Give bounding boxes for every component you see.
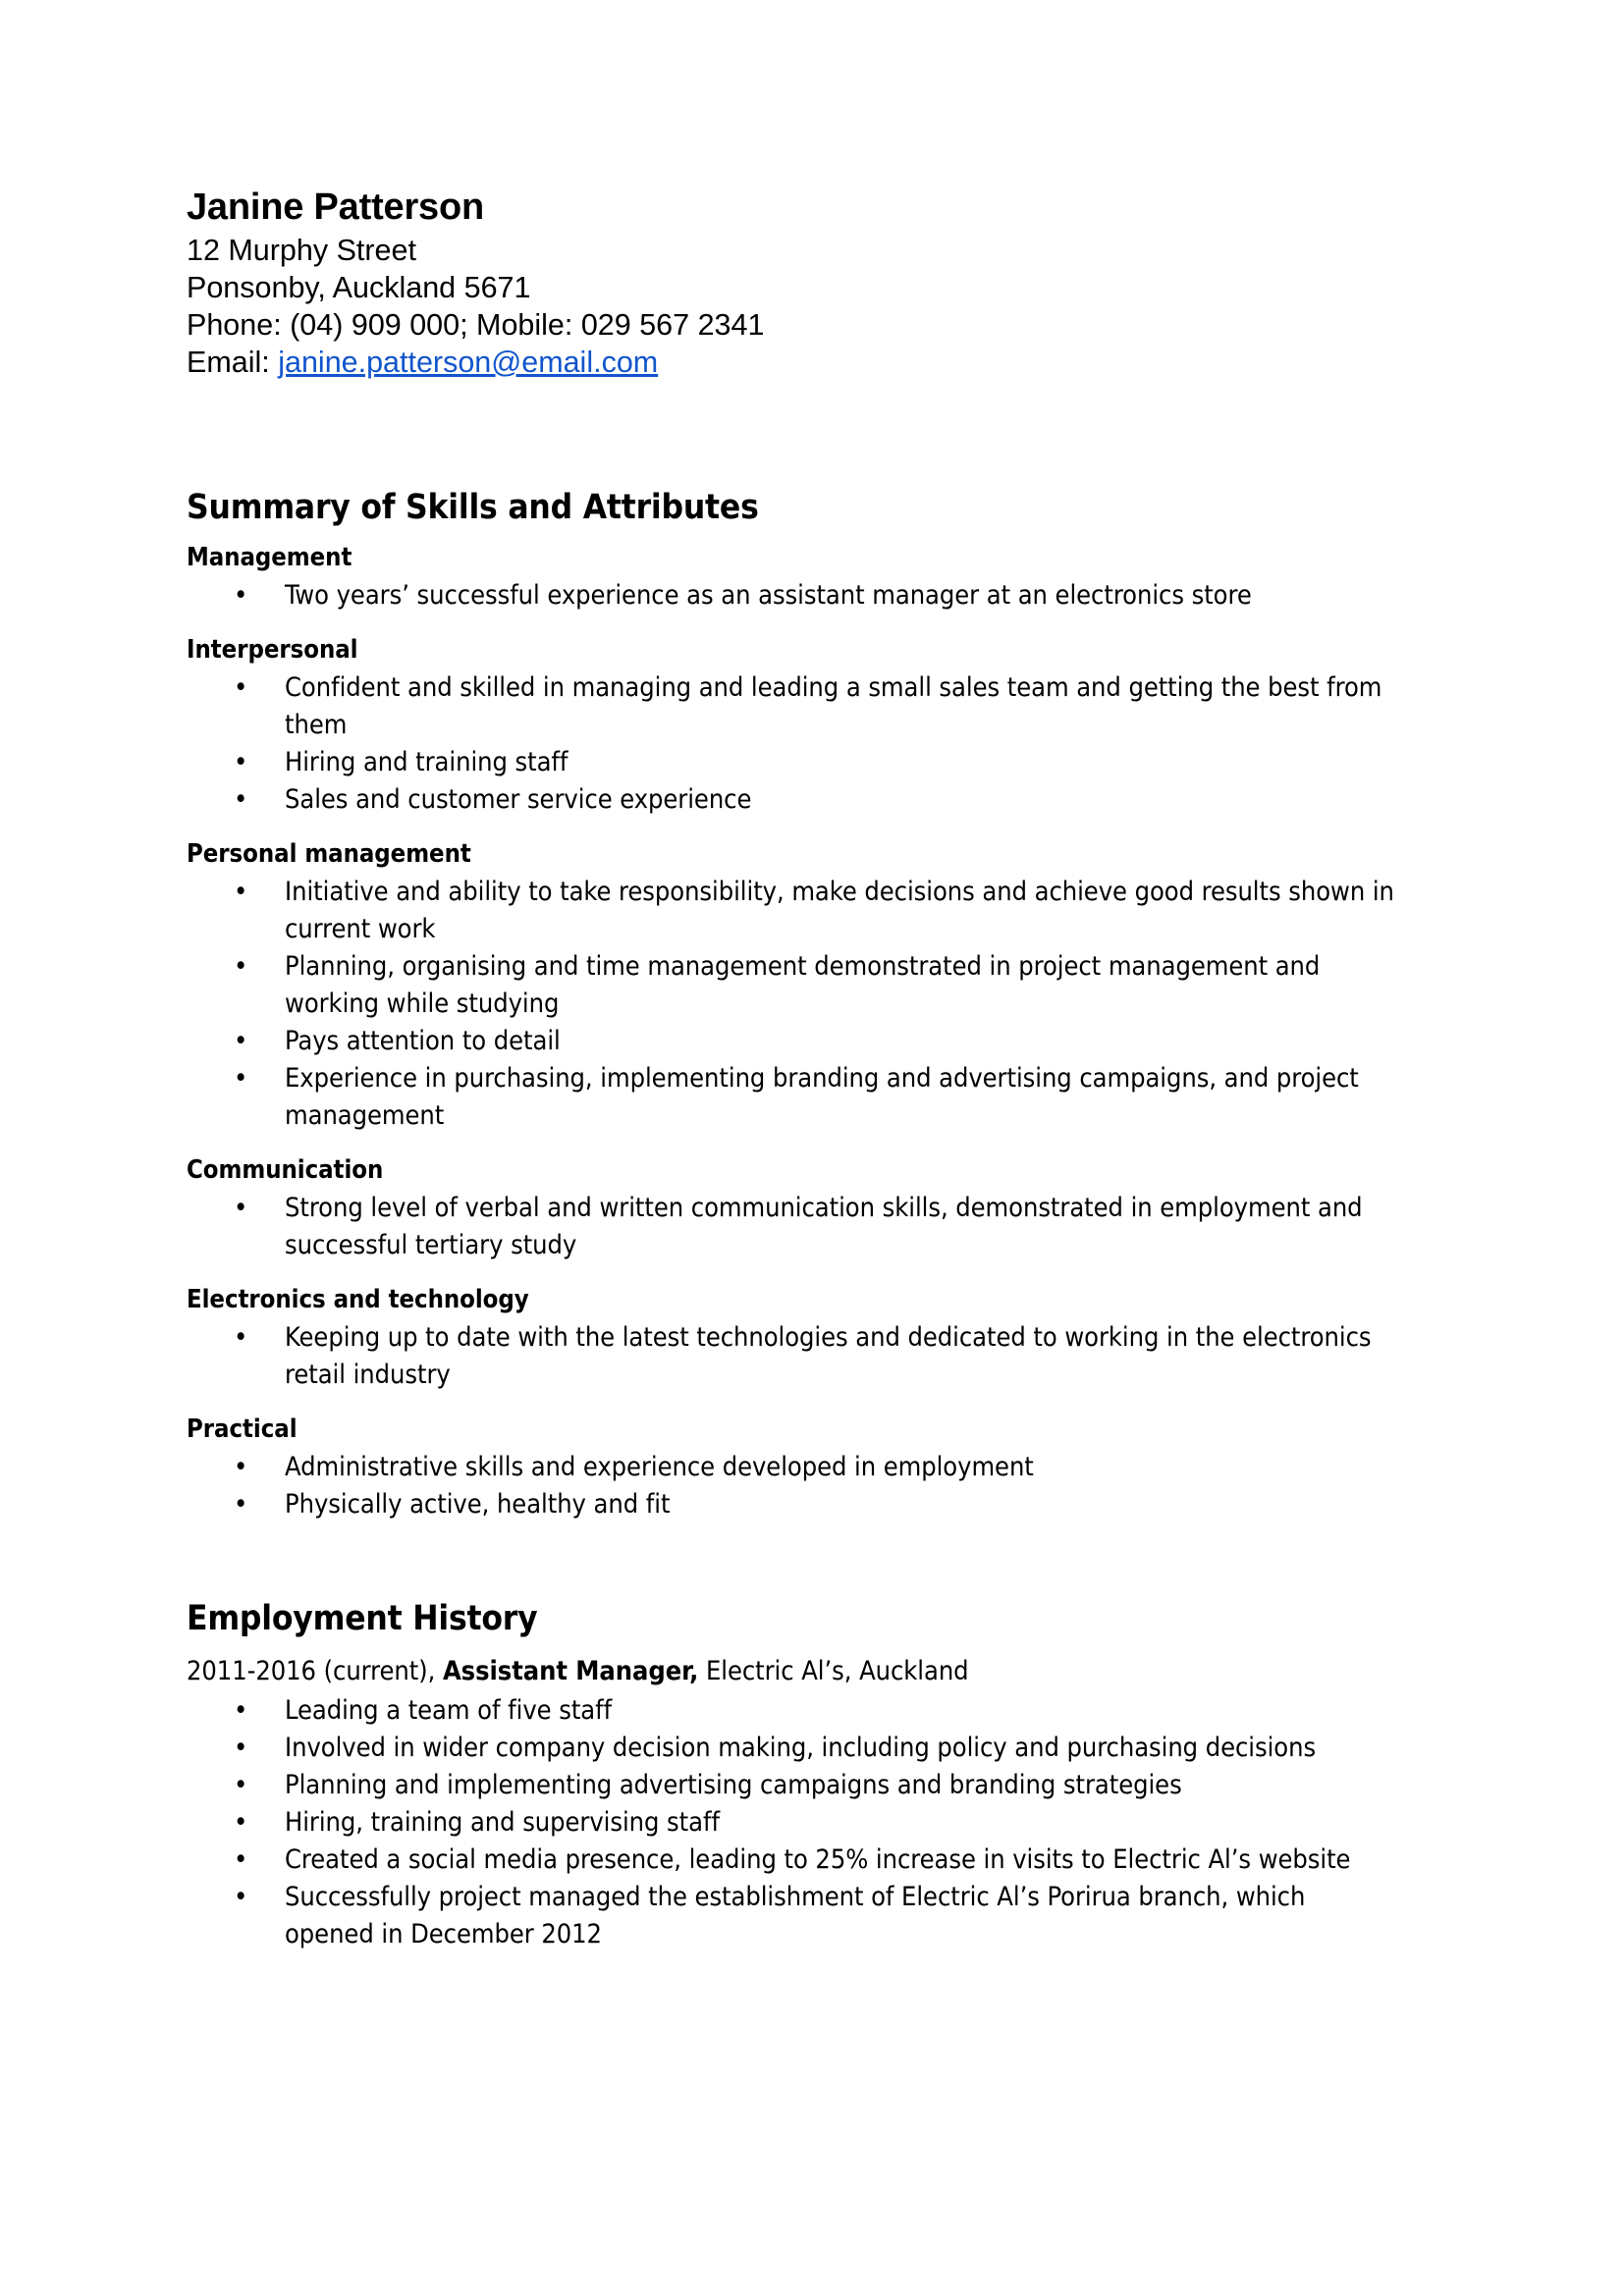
employment-section-title: Employment History bbox=[187, 1599, 538, 1638]
bullet-dot-icon: • bbox=[234, 1452, 248, 1482]
list-item bbox=[187, 1319, 1394, 1394]
list-item bbox=[187, 1692, 1394, 1730]
list-item bbox=[187, 948, 1394, 1023]
skill-group-bullets bbox=[187, 669, 1394, 819]
list-item-text: Two years’ successful experience as an assistant manager at an electronics store bbox=[285, 580, 1252, 611]
list-item-text: Initiative and ability to take responsibility, make decisions and achieve good results shown in current work bbox=[285, 877, 1394, 944]
list-item bbox=[187, 1060, 1394, 1135]
list-item bbox=[187, 577, 1394, 614]
bullet-dot-icon: • bbox=[234, 1322, 248, 1353]
skill-group-electronics-and-technology bbox=[187, 1284, 1394, 1394]
bullet-dot-icon: • bbox=[234, 1882, 248, 1912]
resume-body bbox=[187, 487, 1394, 1953]
list-item-text: Created a social media presence, leading to 25% increase in visits to Electric Al’s website bbox=[285, 1844, 1351, 1875]
job-heading bbox=[187, 1653, 1394, 1690]
phone-line: Phone: (04) 909 000; Mobile: 029 567 2341 bbox=[187, 308, 765, 342]
skill-group-bullets bbox=[187, 577, 1394, 614]
job-employer: Electric Al’s, Auckland bbox=[698, 1656, 969, 1686]
bullet-dot-icon: • bbox=[234, 672, 248, 703]
skill-group-personal-management bbox=[187, 838, 1394, 1135]
list-item bbox=[187, 1767, 1394, 1804]
skill-group-title: Practical bbox=[187, 1415, 298, 1444]
list-item-text: Pays attention to detail bbox=[285, 1026, 561, 1056]
job-dates: 2011-2016 (current), bbox=[187, 1656, 443, 1686]
skill-group-bullets bbox=[187, 1190, 1394, 1264]
list-item-text: Leading a team of five staff bbox=[285, 1695, 613, 1726]
skill-group-communication bbox=[187, 1154, 1394, 1264]
skill-group-bullets bbox=[187, 874, 1394, 1135]
bullet-dot-icon: • bbox=[234, 1026, 248, 1056]
email-link[interactable]: janine.patterson@email.com bbox=[278, 346, 659, 379]
list-item-text: Planning, organising and time management demonstrated in project management and working while studying bbox=[285, 951, 1321, 1019]
email-label: Email: bbox=[187, 346, 279, 379]
skill-group-bullets bbox=[187, 1319, 1394, 1394]
section-spacer bbox=[187, 1543, 1394, 1598]
job-bullets bbox=[187, 1692, 1394, 1953]
bullet-dot-icon: • bbox=[234, 1807, 248, 1838]
job-role: Assistant Manager, bbox=[442, 1656, 699, 1686]
list-item bbox=[187, 1879, 1394, 1953]
bullet-dot-icon: • bbox=[234, 784, 248, 815]
bullet-dot-icon: • bbox=[234, 580, 248, 611]
list-item bbox=[187, 1449, 1394, 1486]
skill-group-title: Electronics and technology bbox=[187, 1285, 529, 1314]
bullet-dot-icon: • bbox=[234, 747, 248, 777]
list-item bbox=[187, 1730, 1394, 1767]
list-item-text: Keeping up to date with the latest technologies and dedicated to working in the electronics retail industry bbox=[285, 1322, 1372, 1390]
list-item-text: Strong level of verbal and written communication skills, demonstrated in employment and successful tertiary study bbox=[285, 1193, 1363, 1260]
address-line-1: 12 Murphy Street bbox=[187, 234, 416, 267]
skill-group-title: Communication bbox=[187, 1155, 384, 1185]
skills-section bbox=[187, 487, 1394, 1523]
skill-group-title: Management bbox=[187, 543, 352, 572]
bullet-dot-icon: • bbox=[234, 1844, 248, 1875]
applicant-name: Janine Patterson bbox=[187, 187, 485, 228]
skill-group-practical bbox=[187, 1414, 1394, 1523]
list-item-text: Administrative skills and experience developed in employment bbox=[285, 1452, 1034, 1482]
bullet-dot-icon: • bbox=[234, 1489, 248, 1520]
contact-block bbox=[187, 185, 1394, 381]
list-item-text: Confident and skilled in managing and leading a small sales team and getting the best from them bbox=[285, 672, 1382, 740]
skill-group-title: Interpersonal bbox=[187, 635, 358, 665]
document-content bbox=[187, 185, 1394, 1953]
list-item-text: Planning and implementing advertising campaigns and branding strategies bbox=[285, 1770, 1182, 1800]
bullet-dot-icon: • bbox=[234, 1063, 248, 1094]
bullet-dot-icon: • bbox=[234, 1193, 248, 1223]
skill-group-management bbox=[187, 542, 1394, 614]
list-item-text: Involved in wider company decision making, including policy and purchasing decisions bbox=[285, 1733, 1317, 1763]
list-item bbox=[187, 1190, 1394, 1264]
bullet-dot-icon: • bbox=[234, 877, 248, 907]
email-line bbox=[187, 344, 1394, 381]
list-item-text: Sales and customer service experience bbox=[285, 784, 752, 815]
list-item bbox=[187, 669, 1394, 744]
skill-group-bullets bbox=[187, 1449, 1394, 1523]
list-item bbox=[187, 781, 1394, 819]
list-item bbox=[187, 1804, 1394, 1842]
list-item bbox=[187, 744, 1394, 781]
bullet-dot-icon: • bbox=[234, 1733, 248, 1763]
header-body-spacer bbox=[187, 381, 1394, 487]
bullet-dot-icon: • bbox=[234, 1695, 248, 1726]
employment-section bbox=[187, 1598, 1394, 1953]
list-item-text: Hiring and training staff bbox=[285, 747, 568, 777]
list-item-text: Experience in purchasing, implementing branding and advertising campaigns, and project management bbox=[285, 1063, 1359, 1131]
list-item-text: Hiring, training and supervising staff bbox=[285, 1807, 720, 1838]
skill-group-interpersonal bbox=[187, 634, 1394, 819]
list-item bbox=[187, 874, 1394, 948]
list-item-text: Physically active, healthy and fit bbox=[285, 1489, 671, 1520]
list-item bbox=[187, 1486, 1394, 1523]
address-line-2: Ponsonby, Auckland 5671 bbox=[187, 271, 531, 304]
list-item bbox=[187, 1023, 1394, 1060]
skills-section-title: Summary of Skills and Attributes bbox=[187, 488, 759, 527]
list-item bbox=[187, 1842, 1394, 1879]
list-item-text: Successfully project managed the establishment of Electric Al’s Porirua branch, which opened in December 2012 bbox=[285, 1882, 1306, 1949]
skill-group-title: Personal management bbox=[187, 839, 471, 869]
bullet-dot-icon: • bbox=[234, 1770, 248, 1800]
bullet-dot-icon: • bbox=[234, 951, 248, 982]
